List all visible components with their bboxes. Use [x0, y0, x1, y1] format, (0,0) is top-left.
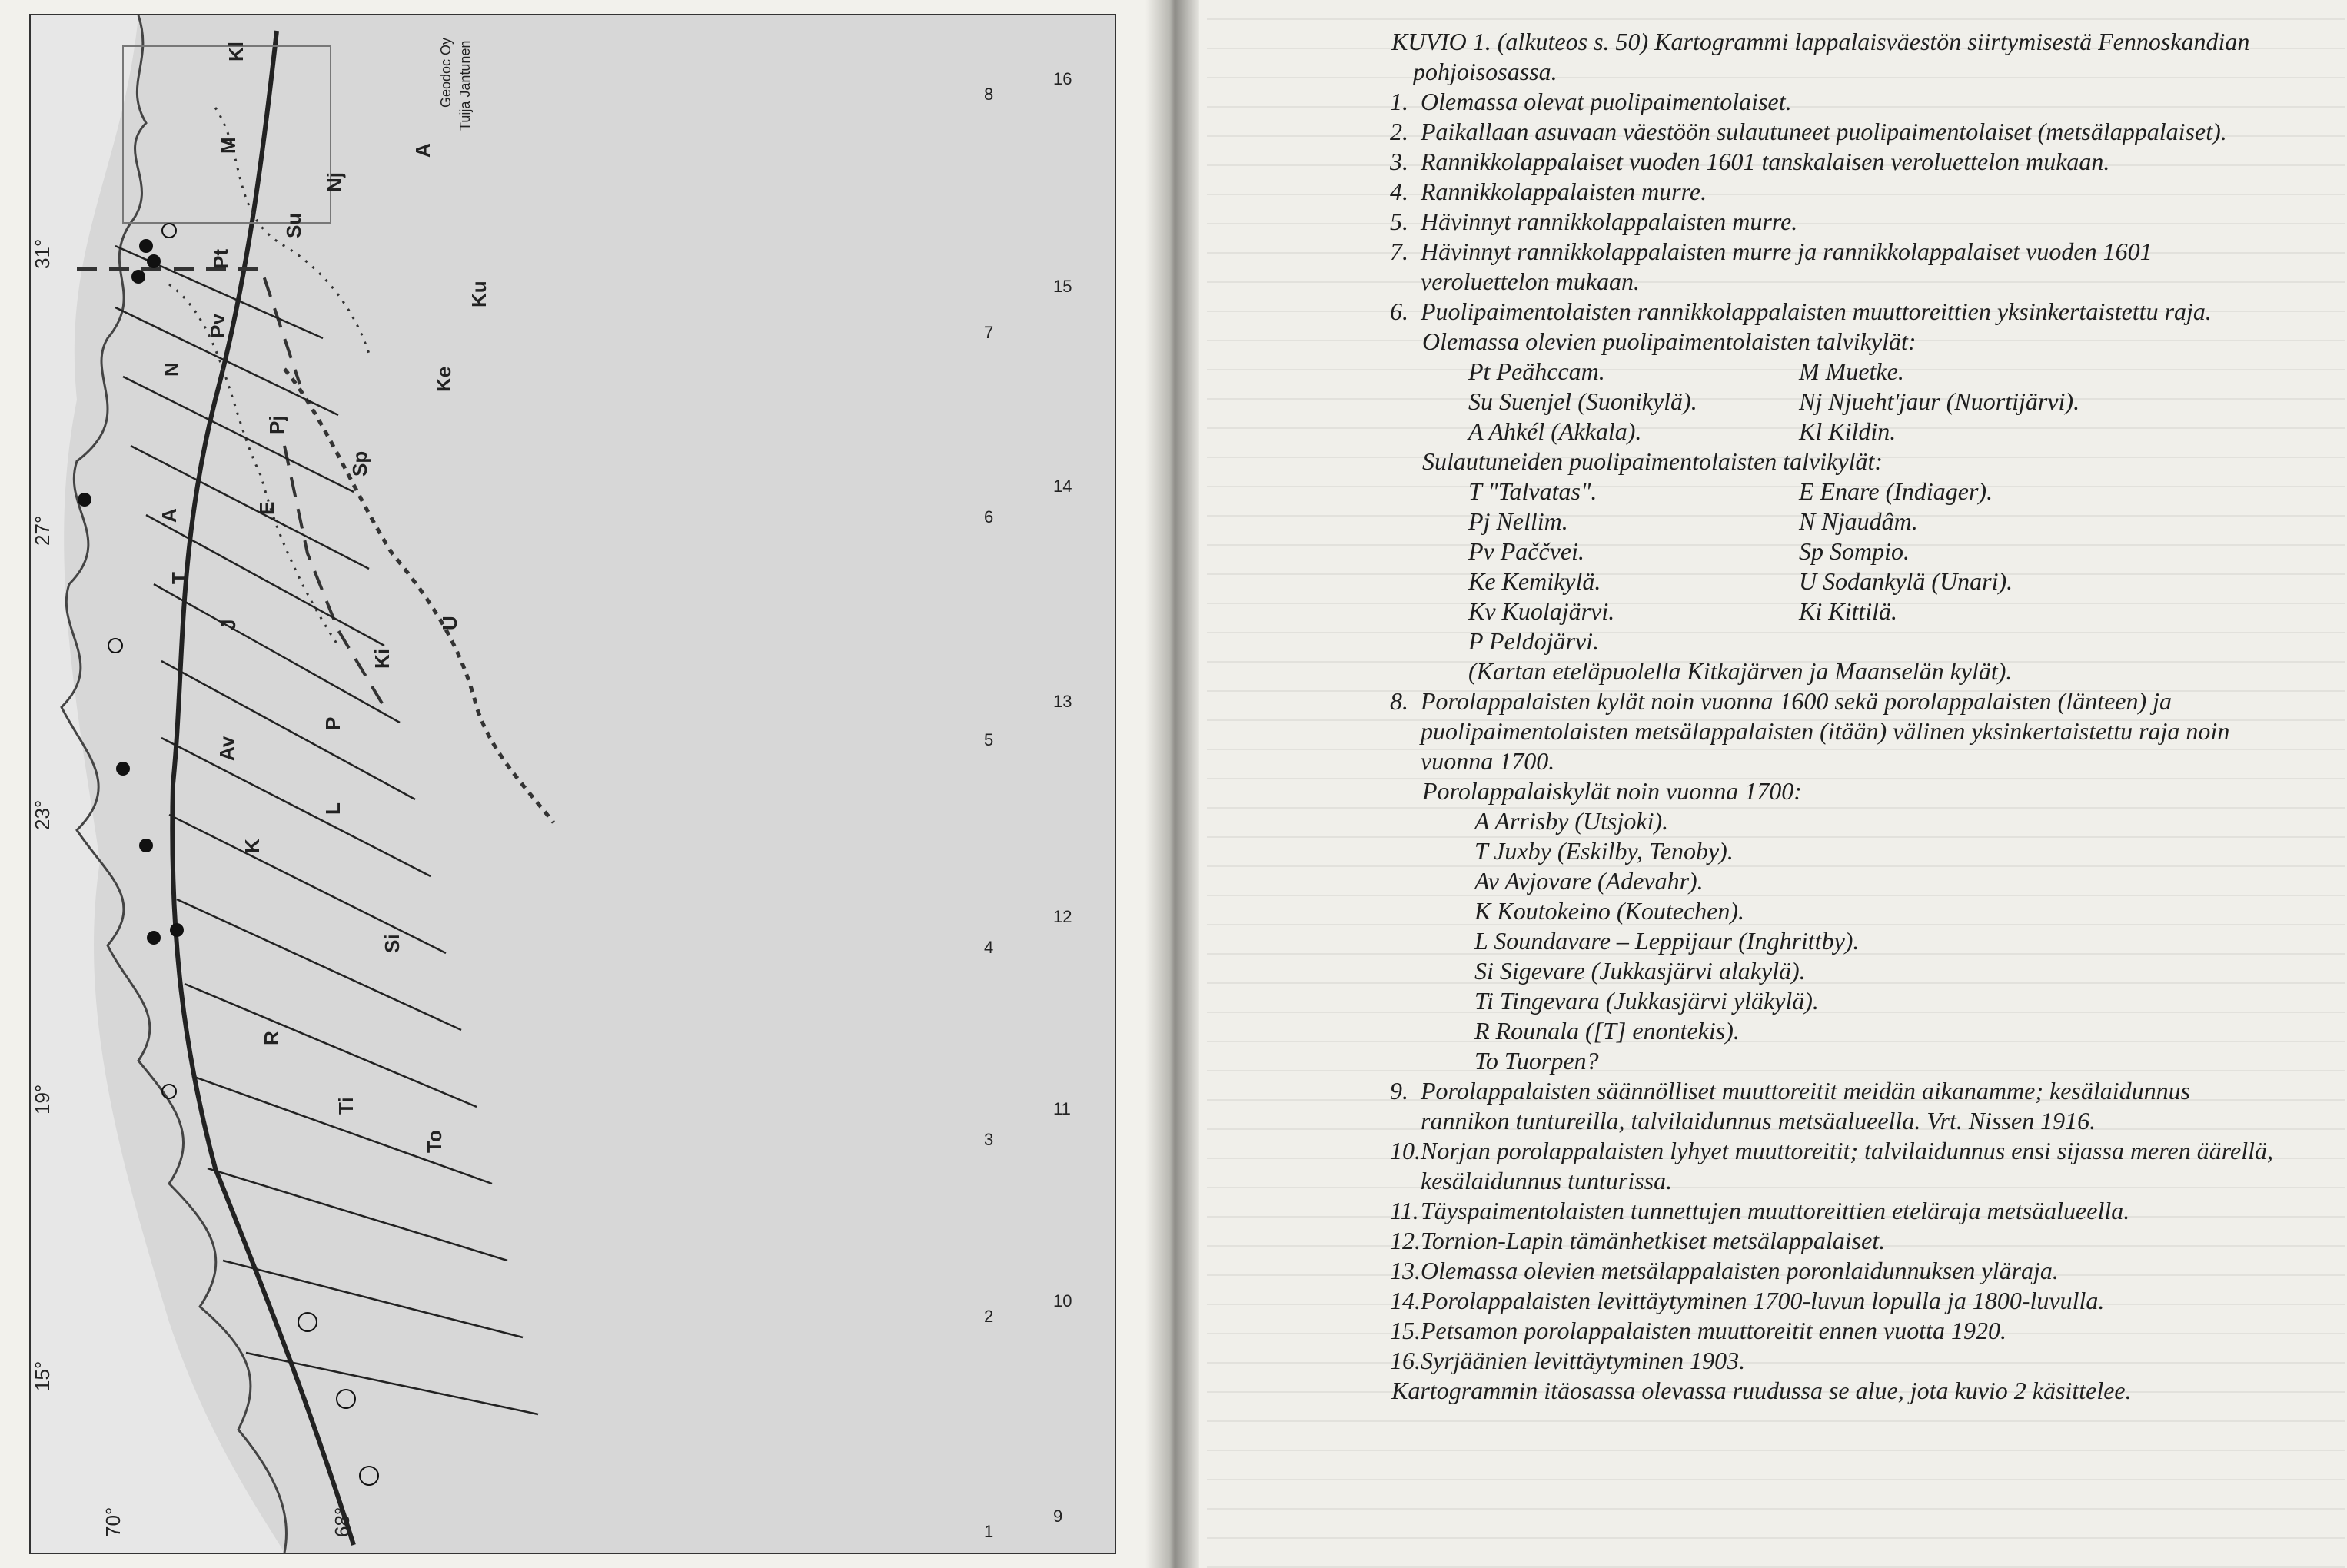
legend-number: 10. — [1390, 1137, 1421, 1164]
winter-villages-list — [1391, 357, 2283, 447]
village-entry: M Muetke. — [1799, 357, 1904, 385]
village-entry: Pv Paččvei. — [1468, 537, 1584, 565]
svg-text:7: 7 — [984, 323, 994, 342]
place-code: E — [255, 501, 278, 515]
village-entry: Si Sigevare (Jukkasjärvi alakylä). — [1474, 957, 1806, 985]
legend-number: 14. — [1390, 1287, 1421, 1314]
legend-number: 5. — [1390, 208, 1408, 235]
village-entry: Av Avjovare (Adevahr). — [1474, 867, 1704, 895]
grid-label-27: 27° — [31, 515, 54, 546]
place-code: Pj — [265, 415, 288, 434]
grid-label-23: 23° — [31, 799, 54, 830]
village-entry: Sp Sompio. — [1799, 537, 1910, 565]
legend-text: Porolappalaisten säännölliset muuttoreitit meidän aikanamme; kesälaidunnus rannikon tuntureilla, talvilaidunnus metsäalueella. Vrt. Nissen 1916. — [1421, 1077, 2191, 1134]
legend-item — [1391, 1256, 2283, 1286]
map-drawing — [31, 15, 1115, 1553]
reindeer-villages-list — [1391, 806, 2283, 1076]
legend-text: Olemassa olevien metsälappalaisten poronlaidunnuksen yläraja. — [1421, 1257, 2059, 1284]
svg-text:13: 13 — [1053, 692, 1072, 711]
svg-text:11: 11 — [1053, 1099, 1071, 1118]
place-code: N — [160, 362, 183, 377]
village-entry: Kl Kildin. — [1799, 417, 1897, 445]
svg-text:8: 8 — [984, 85, 994, 104]
merged-villages-note: (Kartan eteläpuolella Kitkajärven ja Maanselän kylät). — [1468, 657, 2013, 685]
legend-item — [1391, 1316, 2283, 1346]
legend-item — [1391, 147, 2283, 177]
legend-text: Täyspaimentolaisten tunnettujen muuttoreittien eteläraja metsäalueella. — [1421, 1197, 2130, 1224]
place-code: Si — [381, 934, 404, 953]
merged-villages-heading: Sulautuneiden puolipaimentolaisten talvikylät: — [1422, 447, 1883, 475]
figure-caption — [1391, 27, 2283, 1406]
village-entry: Pj Nellim. — [1468, 507, 1568, 535]
legend-text: Puolipaimentolaisten rannikkolappalaisten muuttoreittien yksinkertaistettu raja. — [1421, 297, 2212, 325]
legend-item — [1391, 686, 2283, 776]
legend-text: Norjan porolappalaisten lyhyet muuttoreitit; talvilaidunnus ensi sijassa meren äärellä, kesälaidunnus tunturissa. — [1421, 1137, 2273, 1194]
place-code: Nj — [323, 172, 346, 192]
legend-number: 12. — [1390, 1227, 1421, 1254]
place-code: P — [321, 716, 344, 730]
grid-label-15: 15° — [31, 1360, 54, 1391]
grid-label-68: 68° — [331, 1507, 354, 1537]
legend-item — [1391, 237, 2283, 297]
legend-number: 3. — [1390, 148, 1408, 175]
village-entry: A Ahkél (Akkala). — [1468, 417, 1642, 445]
legend-item — [1391, 1286, 2283, 1316]
place-code: T — [168, 572, 191, 584]
legend-number: 8. — [1390, 687, 1408, 715]
svg-text:16: 16 — [1053, 69, 1072, 88]
place-code: Pt — [209, 249, 232, 269]
place-code: To — [423, 1130, 446, 1153]
map-credit: Geodoc Oy — [438, 37, 454, 108]
place-code: U — [438, 616, 461, 630]
legend-item — [1391, 297, 2283, 327]
village-entry: T Juxby (Eskilby, Tenoby). — [1474, 837, 1734, 865]
svg-text:6: 6 — [984, 507, 994, 527]
svg-text:4: 4 — [984, 938, 994, 957]
place-code: M — [217, 137, 240, 154]
village-entry: U Sodankylä (Unari). — [1799, 567, 2013, 595]
book-gutter — [1145, 0, 1199, 1568]
legend-text: Tornion-Lapin tämänhetkiset metsälappalaiset. — [1421, 1227, 1886, 1254]
place-code: Ki — [371, 649, 394, 669]
village-entry: Nj Njueht'jaur (Nuortijärvi). — [1799, 387, 2080, 415]
legend-text: Hävinnyt rannikkolappalaisten murre. — [1421, 208, 1798, 235]
place-code: Pv — [206, 314, 229, 338]
village-entry: E Enare (Indiager). — [1799, 477, 1993, 505]
caption-footer: Kartogrammin itäosassa olevassa ruudussa se alue, jota kuvio 2 käsittelee. — [1391, 1377, 2132, 1404]
merged-villages-list — [1391, 477, 2283, 656]
legend-text: Olemassa olevat puolipaimentolaiset. — [1421, 88, 1792, 115]
village-entry: R Rounala ([T] enontekis). — [1474, 1017, 1740, 1045]
place-code: Su — [282, 212, 305, 238]
legend-item — [1391, 177, 2283, 207]
grid-label-31: 31° — [31, 238, 54, 269]
village-entry: Pt Peähccam. — [1468, 357, 1605, 385]
legend-item — [1391, 1196, 2283, 1226]
village-entry: Ki Kittilä. — [1799, 597, 1898, 625]
legend-number: 4. — [1390, 178, 1408, 205]
legend-number: 15. — [1390, 1317, 1421, 1344]
legend-number: 13. — [1390, 1257, 1421, 1284]
legend-text: Petsamon porolappalaisten muuttoreitit ennen vuotta 1920. — [1421, 1317, 2006, 1344]
legend-text: Rannikkolappalaiset vuoden 1601 tanskalaisen veroluettelon mukaan. — [1421, 148, 2110, 175]
legend-text: Hävinnyt rannikkolappalaisten murre ja rannikkolappalaiset vuoden 1601 veroluettelon mukaan. — [1421, 238, 2153, 295]
place-code: A — [411, 143, 434, 158]
grid-label-19: 19° — [31, 1084, 54, 1115]
legend-text: Paikallaan asuvaan väestöön sulautuneet puolipaimentolaiset (metsälappalaiset). — [1421, 118, 2227, 145]
village-entry: Su Suenjel (Suonikylä). — [1468, 387, 1697, 415]
legend-item — [1391, 1076, 2283, 1136]
village-entry: T "Talvatas". — [1468, 477, 1597, 505]
village-entry: A Arrisby (Utsjoki). — [1474, 807, 1669, 835]
svg-text:3: 3 — [984, 1130, 994, 1149]
grid-label-70: 70° — [101, 1507, 125, 1537]
winter-villages-heading: Olemassa olevien puolipaimentolaisten talvikylät: — [1422, 327, 1916, 355]
legend-item — [1391, 1136, 2283, 1196]
legend-item — [1391, 1226, 2283, 1256]
legend-text: Syrjäänien levittäytyminen 1903. — [1421, 1347, 1746, 1374]
svg-text:10: 10 — [1053, 1291, 1072, 1311]
svg-text:9: 9 — [1053, 1507, 1063, 1526]
svg-text:5: 5 — [984, 730, 994, 749]
caption-title: KUVIO 1. (alkuteos s. 50) Kartogrammi lappalaisväestön siirtymisestä Fennoskandian pohjoisosassa. — [1391, 28, 2250, 85]
village-entry: Kv Kuolajärvi. — [1468, 597, 1615, 625]
village-entry: P Peldojärvi. — [1468, 627, 1600, 655]
village-entry: Ti Tingevara (Jukkasjärvi yläkylä). — [1474, 987, 1819, 1015]
place-code: K — [241, 839, 264, 853]
place-code: Av — [215, 736, 238, 761]
svg-text:15: 15 — [1053, 277, 1072, 296]
place-code: Ti — [334, 1097, 357, 1115]
legend-number: 7. — [1390, 238, 1408, 265]
svg-text:1: 1 — [984, 1522, 994, 1541]
map-credit: Tuija Jantunen — [457, 40, 473, 131]
legend-number: 11. — [1390, 1197, 1419, 1224]
place-code: L — [321, 802, 344, 815]
legend-text: Rannikkolappalaisten murre. — [1421, 178, 1707, 205]
svg-text:14: 14 — [1053, 477, 1072, 496]
legend-item — [1391, 117, 2283, 147]
svg-text:12: 12 — [1053, 907, 1072, 926]
place-code: A — [158, 508, 181, 523]
place-code: Ke — [432, 366, 455, 392]
legend-item — [1391, 87, 2283, 117]
place-code: Sp — [348, 450, 371, 477]
village-entry — [1799, 626, 2229, 656]
village-entry: K Koutokeino (Koutechen). — [1474, 897, 1745, 925]
place-code: Kl — [224, 42, 248, 61]
village-entry: N Njaudâm. — [1799, 507, 1918, 535]
map-kartogrammi — [29, 14, 1116, 1554]
legend-number: 1. — [1390, 88, 1408, 115]
village-entry: To Tuorpen? — [1474, 1047, 1599, 1075]
legend-text: Porolappalaisten kylät noin vuonna 1600 sekä porolappalaisten (länteen) ja puolipaimentolaisten metsälappalaisten (itään) välinen yksinkertaistettu raja noin vuonna 1700. — [1421, 687, 2230, 775]
village-entry: Ke Kemikylä. — [1468, 567, 1601, 595]
legend-number: 16. — [1390, 1347, 1421, 1374]
legend-number: 6. — [1390, 297, 1408, 325]
place-code: Ku — [467, 281, 490, 307]
reindeer-villages-heading: Porolappalaiskylät noin vuonna 1700: — [1422, 777, 1802, 805]
legend-item — [1391, 207, 2283, 237]
legend-number: 2. — [1390, 118, 1408, 145]
place-code: R — [260, 1031, 283, 1045]
legend-number: 9. — [1390, 1077, 1408, 1105]
legend-text: Porolappalaisten levittäytyminen 1700-luvun lopulla ja 1800-luvulla. — [1421, 1287, 2105, 1314]
village-entry: L Soundavare – Leppijaur (Inghrittby). — [1474, 927, 1860, 955]
svg-text:2: 2 — [984, 1307, 994, 1326]
legend-item — [1391, 1346, 2283, 1376]
place-code: J — [217, 619, 240, 630]
